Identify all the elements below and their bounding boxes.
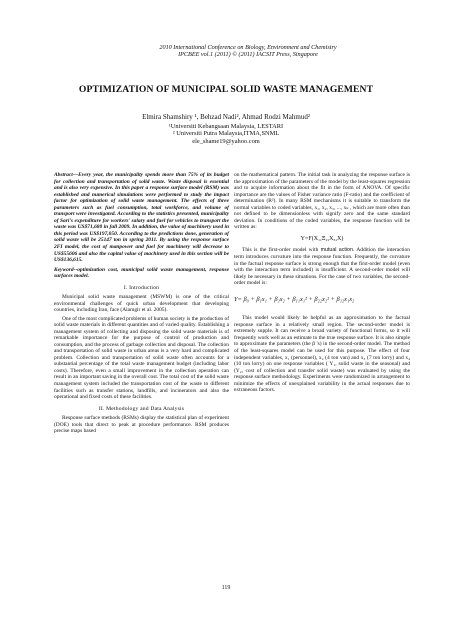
methodology-paragraph-1: Response surface methods (RSMs) display the statistical plan of experiment (DOE) tools that direct to peak at procedure performance. RSM produces precise maps based	[54, 415, 229, 435]
paper-title: OPTIMIZATION OF MUNICIPAL SOLID WASTE MANAGEMENT	[78, 84, 374, 95]
abstract	[54, 172, 229, 264]
author-names: Elmira Shamshiry ¹, Behzad Nadi², Ahmad Rodzi Mahmud²	[142, 113, 310, 121]
abstract-label: Abstract	[54, 172, 73, 178]
affiliation-2: ² Universiti Putra Malaysia,ITMA,SNML	[172, 130, 280, 138]
mutual-action-note: mutual action.	[320, 247, 355, 254]
author-email: ele_shame19@yahoo.com	[192, 137, 260, 145]
first-order-paragraph	[234, 247, 410, 286]
equation-response-function: Y=F(X₁,Ξ₂,X₃,X)	[300, 235, 344, 242]
author-block	[0, 114, 452, 145]
intro-paragraph-1: Municipal solid waste management (MSWM) is one of the critical environmental challenges of quick urban development that developing countries, including Iran, face (Alamgir et al. 2005).	[54, 294, 229, 314]
right-column	[234, 172, 410, 395]
proceedings-line: IPCBEE vol.1 (2011) © (2011) IACSIT Press, Singapore	[178, 51, 318, 59]
abstract-text: —Every year, the municipality spends more than 75% of its budget for collection and transportation of solid waste. Waste disposal is essential and is also very expensive. In this paper a response surface model (RSM) was established and numerical simulations were performed to study the impact factor for optimization of solid waste management. The effects of three parameters such as fuel consumption, total workforce, and volume of transport were investigated. According to the statistics presented, municipality of Sari's expenditure for workers' salary and fuel for vehicles to transport the waste was US$71,680 in fall 2009. In addition, the value of machinery used in this period was US$197,050. According to the predictions done, generation of solid waste will be 25147 ton in spring 2011. By using the response surface 2FI model, the cost of manpower and fuel for machinery will decrease to US$55606 and also the capital value of machinery used in this section will be US$136,615.	[54, 172, 229, 264]
page-number: 119	[221, 585, 231, 591]
left-column	[54, 172, 229, 436]
affiliation-1: ¹Universiti Kebangsaan Malaysia, LESTARI	[168, 122, 284, 130]
second-order-paragraph: This model would likely be helpful as an approximation to the factual response surface in a relatively small region. The second-order model is extremely supple. It can receive a broad variety of functional forms, so it will frequently work well as an estimate to the true response surface. It is also simple to approximate the parameters (the β 's) in the second-order model. The method of the least-squares model can be used for this purpose. The effect of four independent variables, x₁ (personnel), x₂ (4 ton van) and x₃ (7 ton lorry) and x₄ (10 ton lorry) on one response variables ( Y₁, solid waste in the seasonal) and (Y₂, cost of collection and transfer solid waste) was evaluated by using the response surface methodology. Experiments were randomized in arrangement to minimize the effects of unexplained variability in the actual responses due to extraneous factors.	[234, 315, 410, 394]
conference-header	[0, 44, 452, 59]
rsm-paragraph: on the mathematical pattern. The initial task in analyzing the response surface is the approximation of the parameters of the model by the least-squares regression and to acquire information about the fit in the form of ANOVA. Of specific importance are the values of Fisher variance ratio (F-ratio) and the coefficient of determination (R²). In many RSM mechanisms it is suitable to transform the normal variables to coded variables, x₁, x₂, x₃, ..., xₖ , which are more often than not defined to be dimensionless with signify zero and the same standard deviation. In conditions of the coded variables, the response function will be written as:	[234, 172, 410, 231]
section-heading-introduction: I. Introduction	[123, 284, 160, 291]
first-order-lead: This is the first-order model with	[242, 247, 321, 254]
equation-second-order: Y= β₀ + β₁x₁ + β₂x₂ + β₁₁x₁² + β₂₂x₂² + β₁₂x₁x₂	[234, 295, 355, 303]
section-heading-methodology: II. Methodology and Data Analysis	[98, 405, 185, 412]
intro-paragraph-2: One of the most complicated problems of human society is the production of solid waste materials in different quantities and of varied quality. Establishing a management system of collecting and disposing the solid waste materials is of remarkable importance for the purpose of control of production and consumption, and the process of garbage collection and disposal. The collection and transportation of solid waste in urban areas is a very hard and complicated problem. Collection and transportation of solid waste often accounts for a substantial percentage of the total waste management budget (including labor costs). Therefore, even a small improvement in the collection operation can result in an important saving in the overall cost. The total cost of the solid waste management system included the transportation cost of the waste to different facilities such as transfer stations, landfills, and incinerators and also the operational and fixed costs of these facilities.	[54, 315, 230, 401]
keywords: Keyword--optimization cost, municipal solid waste management, response surfaces model.	[54, 266, 229, 280]
conference-name: 2010 International Conference on Biology, Environment and Chemistry	[159, 44, 337, 51]
first-order-rest: Addition the interaction term introduces curvature into the response function. Frequently, the curvature in the factual response surface is strong enough that the first-order model (even with the interaction term included) is insufficient. A second-order model will likely be necessary in these situations. For the case of two variables, the second-order model is:	[234, 247, 410, 287]
